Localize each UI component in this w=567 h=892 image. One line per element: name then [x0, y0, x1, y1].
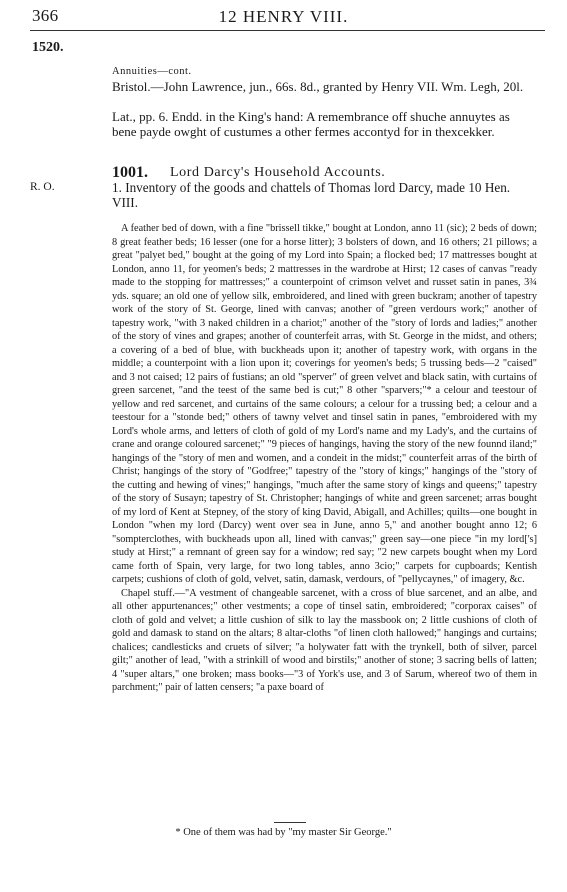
footnote: * One of them was had by "my master Sir George." — [175, 827, 392, 838]
running-title: 12 HENRY VIII. — [218, 7, 349, 26]
margin-note: R. O. — [30, 181, 55, 193]
body-paragraph-1: A feather bed of down, with a fine "brissell tikke," bought at London, anno 11 (sic); 2 beds of down; 8 great feather beds; 16 lesser (one for a horse litter); 3 bolsters of down, and 16 others; 21 pillows; a great "palyet bed," bought at the going of my Lord into Spain; a flocked bed; 17 mattresses bought at London, anno 11, for yeomen's beds; 2 mattresses in the wardrobe at Hirst; 12 cases of canvas "ready made to the stopping for mattresses;" a counterpoint of crimson velvet and russet satin in panes, 3¾ yds. square; an old one of yellow silk, embroidered, and lined with green buckram; another of tapestry work of the story of St. George, lined with canvas; another of "green verdours work;" another of tapestry work, "with 3 naked children in a chariot;" another of the "story of lords and ladies;" another of the story of vines and grapes; another of counterfeit arras, with St. George in the midst, and others; a covering of a bed of blue, with buckheads upon it; another of tapestry work, with organs in the middle; a counterpoint with a lion upon it; coverings for yeomen's beds; 5 trussing beds—2 "caised" and 3 not caised; 12 pairs of fustians; an old "sperver" of green velvet and black satin, with curtains of green sarcenet, "and the teest of the same bed is cut;" 8 other "sparvers;"* a celour and teestour of yellow and red sarcenet, and curtains of the same colours; a celour for a trussing bed; a celour and a teestour for a "stonde bed;" others of tawny velvet and tinsel satin in panes, "embroidered with my Lord's whole arms, and letters of cloth of gold of my Lord's name and my Lady's, and the curtains of crane and orange coloured sarcenet;" "9 pieces of hangings, having the story of the new founnd iland;" hangings of the "story of men and women, and a condeit in the midst;" counterfeit arras of the birth of Christ; hangings of the story of "Godfree;" tapestry of the "story of kings;" hangings of the "story of the cutting and hewing of vines;" hangings, "much after the same story of kings and queens;" tapestry of the story of Susayn; tapestry of St. Christopher; hangings of white and green sarcenet; arras bought of my lord of Kent at Stepney, of the story of king David, Abigall, and Achilles; quilts—one bought in London "when my lord (Darcy) went over sea in June, anno 5," and another bought anno 12; 6 "sompterclothes, with buckheads upon all, lined with canvas;" green say—one piece "in my lord['s] study at Hirst;" a remnant of green say for a window; red say; "2 new carpets bought when my Lord came forth of Spain, very large, for two long tables, anno 3cio;" carpets for cupboards; Kentish carpets; cushions of cloth of gold, velvet, satin, damask, verdours, of "pellycaynes," of imagery, &c. — [112, 223, 537, 585]
lat-entry: Lat., pp. 6. Endd. in the King's hand: A remembrance off shuche annuytes as bene payde owght of custumes a other fermes accontyd for in thexcekker. — [112, 109, 510, 139]
body-text — [112, 222, 537, 695]
inventory-heading: 1. Inventory of the goods and chattels of Thomas lord Darcy, made 10 Hen. VIII. — [112, 180, 511, 210]
bristol-entry: Bristol.—John Lawrence, jun., 66s. 8d., granted by Henry VII. Wm. Legh, 20l. — [112, 79, 524, 94]
annuities-heading: Annuities—cont. — [112, 66, 192, 77]
footnote-rule — [274, 822, 306, 823]
year-marker: 1520. — [32, 40, 64, 55]
header-rule — [30, 30, 545, 31]
section-title: Lord Darcy's Household Accounts. — [170, 165, 386, 180]
section-number: 1001. — [112, 164, 148, 181]
body-paragraph-2: Chapel stuff.—"A vestment of changeable sarcenet, with a cross of blue sarcenet, and an albe, and all other appurtenances;" other vestments; a cope of tinsel satin, embroidered; "corporax caises" of cloth of gold and velvet; a little cushion of silk to lay the massbook on; 2 little cushions of cloth of gold and damask to stand on the altars; 8 altar-cloths "of linen cloth hallowed;" hangings and curtains; chalices; candlesticks and cruets of silver; "a holywater fatt with the trynkell, both of silver, parcel gilt;" another of lead, "with a strinkill of wood and birstils;" another of stone; 3 sacring bells of latten; 4 "super altars," one broken; mass books—"3 of York's use, and 3 of Sarum, whereof two of them in parchment;" pair of latten censers; "a paxe board of — [112, 587, 537, 693]
page-number: 366 — [32, 6, 59, 25]
